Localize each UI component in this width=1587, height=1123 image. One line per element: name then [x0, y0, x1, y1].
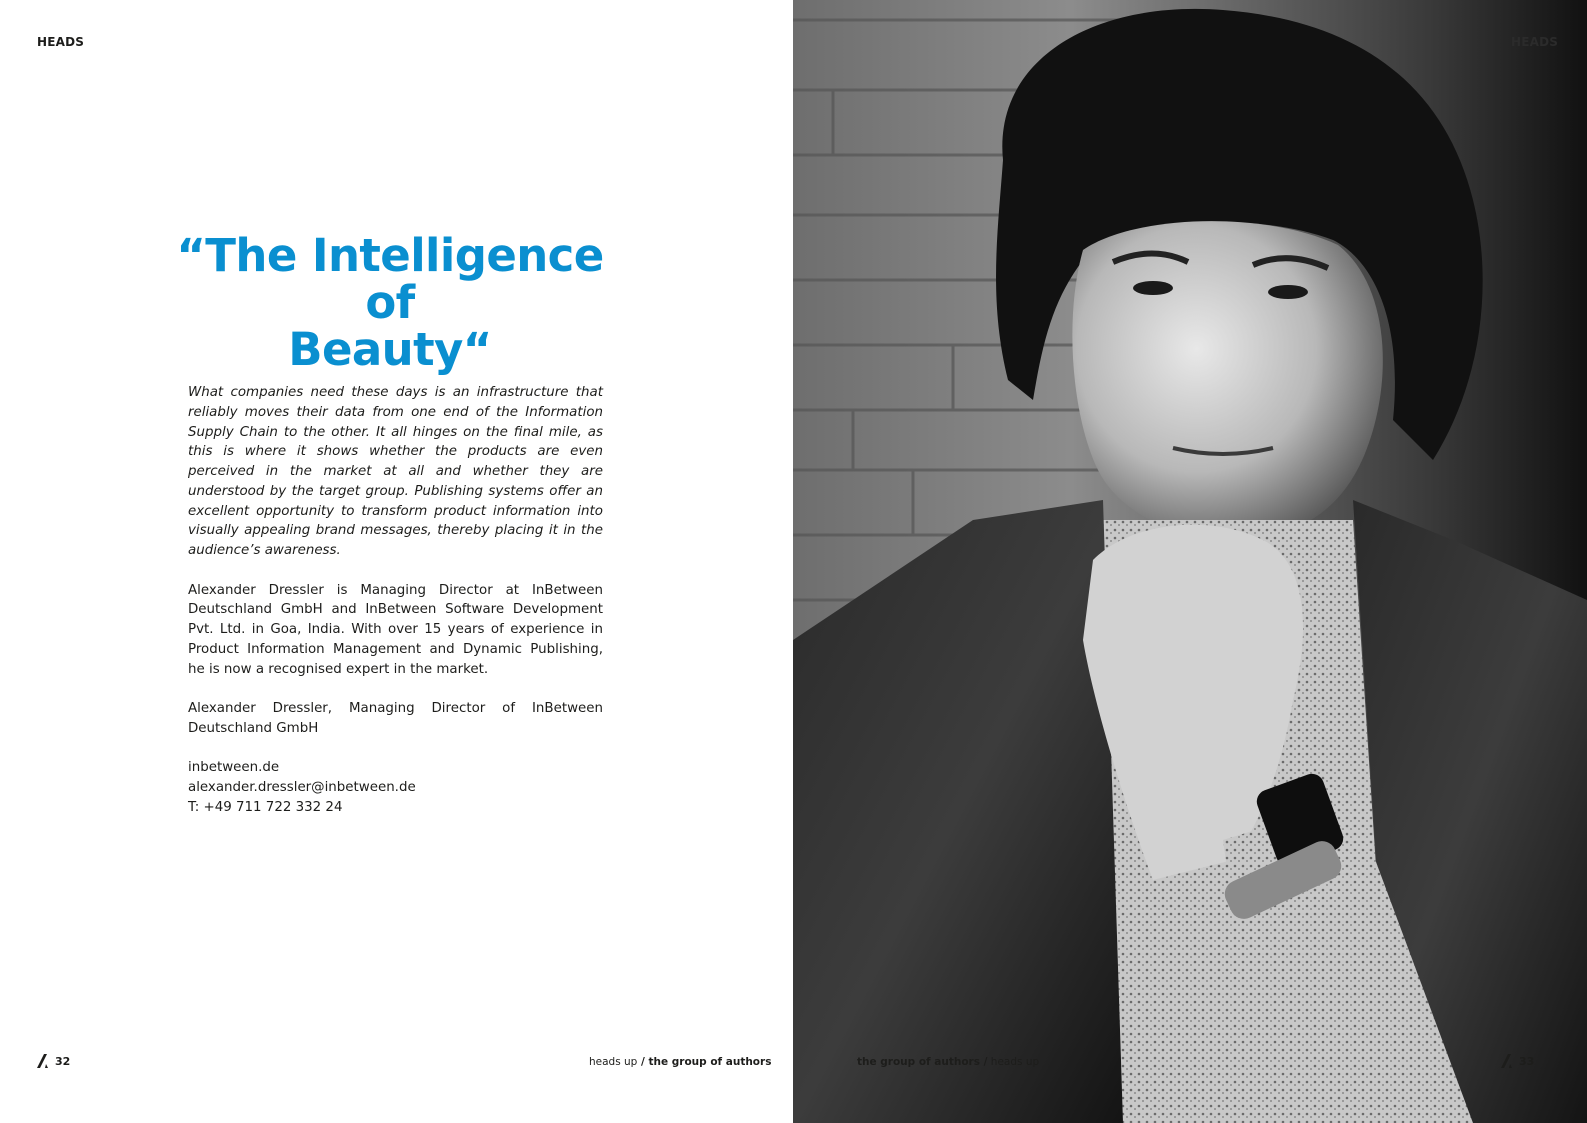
headline-line-2: Beauty“: [288, 323, 492, 376]
portrait-photo: [793, 0, 1587, 1123]
headline-line-1: “The Intelligence of: [176, 229, 604, 329]
page-number-left: 32: [55, 1054, 71, 1068]
byline-paragraph: Alexander Dressler, Managing Director of InBetween Deutschland GmbH: [188, 701, 603, 736]
article-body: [188, 383, 603, 818]
slash-logo-icon: [37, 1054, 49, 1068]
section-label: HEADS: [37, 35, 85, 49]
contact-block: [188, 758, 603, 817]
running-title-right: [857, 1056, 1039, 1068]
running-title-bold: / the group of authors: [637, 1056, 772, 1068]
website-link[interactable]: inbetween.de: [188, 760, 280, 776]
section-label-right: HEADS: [1511, 35, 1559, 49]
intro-paragraph: What companies need these days is an infrastructure that reliably moves their data from one end of the Information Supply Chain to the other. It all hinges on the final mile, as this is where it shows whether the products are even perceived in the market at all and whether they are understood by the target group. Publishing systems offer an excellent opportunity to transform product information into visually appealing brand messages, thereby placing it in the audience’s awareness.: [188, 385, 603, 558]
running-title-left: [589, 1056, 771, 1068]
article-headline: [170, 229, 610, 376]
folio-left: [37, 1054, 70, 1068]
right-page: [793, 0, 1587, 1123]
running-title-right-plain: heads up: [987, 1056, 1040, 1068]
folio-right: [1501, 1054, 1534, 1068]
bio-paragraph: Alexander Dressler is Managing Director at InBetween Deutschland GmbH and InBetween Software Development Pvt. Ltd. in Goa, India. With over 15 years of experience in Product Information Management and Dynamic Publishing, he is now a recognised expert in the market.: [188, 582, 603, 677]
phone-number: T: +49 711 722 332 24: [188, 799, 343, 815]
page-number-right: 33: [1519, 1054, 1535, 1068]
running-title-plain: heads up: [589, 1056, 638, 1068]
email-link[interactable]: alexander.dressler@inbetween.de: [188, 780, 416, 795]
slash-logo-icon: [1501, 1054, 1513, 1068]
running-title-right-bold: the group of authors /: [857, 1056, 988, 1068]
left-page: [0, 0, 793, 1123]
